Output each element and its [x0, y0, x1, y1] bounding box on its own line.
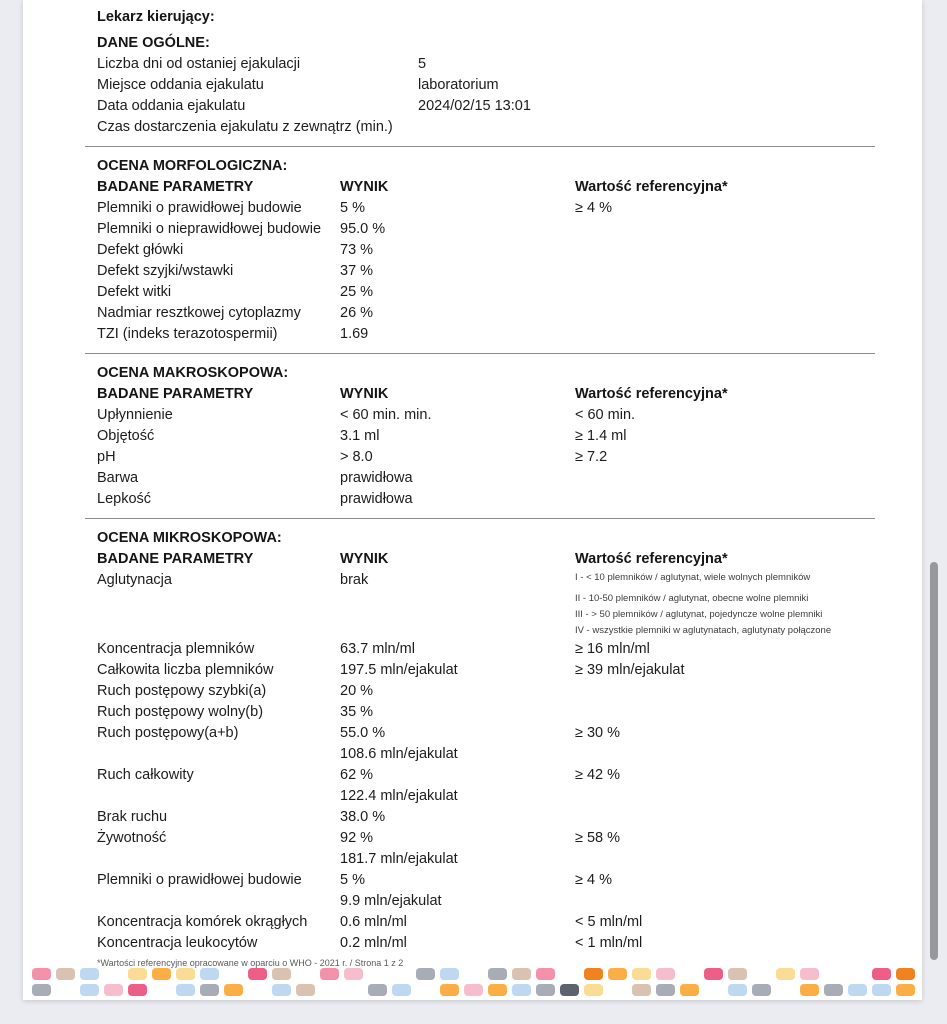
- table-row: [97, 828, 922, 870]
- result-value: [340, 912, 575, 933]
- reference-value: ≥ 30 %: [575, 725, 621, 741]
- general-row-value: 2024/02/15 13:01: [418, 98, 531, 114]
- reference-value: ≥ 42 %: [575, 767, 621, 783]
- reference-value: [575, 303, 887, 324]
- general-row-value: [418, 117, 922, 138]
- general-row-label: Miejsce oddania ejakulatu: [97, 77, 264, 93]
- result-line: 38.0 %: [340, 809, 386, 825]
- result-line: 35 %: [340, 704, 374, 720]
- result-value: [340, 240, 575, 261]
- mosaic-cell: [824, 984, 843, 996]
- section-header-row: [97, 549, 922, 570]
- table-row: [97, 426, 922, 447]
- mosaic-cell: [296, 984, 315, 996]
- result-value: [340, 219, 575, 240]
- result-line: 55.0 %: [340, 725, 386, 741]
- mosaic-gap: [464, 968, 483, 980]
- param-name: Plemniki o prawidłowej budowie: [97, 200, 302, 216]
- table-row: [97, 912, 922, 933]
- reference-value: [575, 468, 887, 489]
- mosaic-cell: [440, 968, 459, 980]
- mosaic-row: [32, 968, 920, 980]
- section-title: OCENA MIKROSKOPOWA:: [97, 530, 282, 546]
- param-name: Plemniki o nieprawidłowej budowie: [97, 221, 322, 237]
- result-value: [340, 489, 575, 510]
- mosaic-gap: [56, 984, 75, 996]
- mosaic-gap: [320, 984, 339, 996]
- general-row: [97, 96, 922, 117]
- mosaic-cell: [800, 968, 819, 980]
- reference-value: [575, 681, 887, 702]
- result-line: 62 %: [340, 767, 374, 783]
- mosaic-cell: [656, 984, 675, 996]
- table-row: [97, 765, 922, 807]
- mosaic-cell: [728, 968, 747, 980]
- mosaic-cell: [680, 984, 699, 996]
- mosaic-cell: [392, 984, 411, 996]
- table-row: [97, 468, 922, 489]
- mosaic-gap: [296, 968, 315, 980]
- mosaic-gap: [248, 984, 267, 996]
- mosaic-cell: [488, 968, 507, 980]
- param-name: Defekt witki: [97, 284, 172, 300]
- general-row-label: Data oddania ejakulatu: [97, 98, 246, 114]
- param-name: Ruch postępowy wolny(b): [97, 704, 264, 720]
- mosaic-cell: [416, 968, 435, 980]
- param-name: Aglutynacja: [97, 572, 172, 588]
- reference-scale-line: II - 10-50 plemników / aglutynat, obecne wolne plemniki: [575, 593, 809, 604]
- mosaic-cell: [632, 968, 651, 980]
- result-line: 5 %: [340, 200, 365, 216]
- mosaic-cell: [848, 984, 867, 996]
- mosaic-cell: [176, 984, 195, 996]
- param-name: Koncentracja plemników: [97, 641, 255, 657]
- result-value: [340, 468, 575, 489]
- column-header-param: BADANE PARAMETRY: [97, 386, 254, 402]
- result-line: prawidłowa: [340, 470, 413, 486]
- param-name: Plemniki o prawidłowej budowie: [97, 872, 302, 888]
- result-sections: [97, 146, 922, 954]
- report-page: [23, 0, 922, 1000]
- mosaic-cell: [728, 984, 747, 996]
- section-divider: [85, 353, 875, 354]
- reference-value: ≥ 4 %: [575, 872, 612, 888]
- mosaic-gap: [104, 968, 123, 980]
- param-name: Koncentracja leukocytów: [97, 935, 258, 951]
- section-divider: [85, 518, 875, 519]
- section-header-row: [97, 384, 922, 405]
- mosaic-cell: [200, 984, 219, 996]
- param-name: Objętość: [97, 428, 155, 444]
- result-line: 63.7 mln/ml: [340, 641, 415, 657]
- reference-value: [575, 702, 887, 723]
- section-header-row: [97, 177, 922, 198]
- mosaic-gap: [824, 968, 843, 980]
- mosaic-cell: [872, 984, 891, 996]
- reference-value: ≥ 1.4 ml: [575, 428, 627, 444]
- general-row: [97, 54, 922, 75]
- reference-value: < 5 mln/ml: [575, 914, 643, 930]
- column-header-reference: Wartość referencyjna*: [575, 179, 728, 195]
- param-name: Upłynnienie: [97, 407, 173, 423]
- table-row: [97, 447, 922, 468]
- reference-value: [575, 219, 887, 240]
- column-header-reference: Wartość referencyjna*: [575, 386, 728, 402]
- report-content: [23, 0, 922, 969]
- mosaic-gap: [680, 968, 699, 980]
- param-name: Ruch postępowy(a+b): [97, 725, 239, 741]
- mosaic-cell: [512, 968, 531, 980]
- param-name: Barwa: [97, 470, 139, 486]
- result-line: brak: [340, 572, 369, 588]
- result-line: 25 %: [340, 284, 374, 300]
- param-name: pH: [97, 449, 116, 465]
- mosaic-cell: [560, 984, 579, 996]
- referring-doctor-label: Lekarz kierujący:: [97, 9, 215, 25]
- column-header-param: BADANE PARAMETRY: [97, 551, 254, 567]
- param-name: Żywotność: [97, 830, 167, 846]
- reference-value: [575, 282, 887, 303]
- reference-value: ≥ 4 %: [575, 200, 612, 216]
- result-line: 37 %: [340, 263, 374, 279]
- param-name: TZI (indeks terazotospermii): [97, 326, 278, 342]
- reference-value: [575, 261, 887, 282]
- result-line: 20 %: [340, 683, 374, 699]
- table-row: [97, 570, 922, 639]
- scrollbar-thumb[interactable]: [930, 562, 938, 960]
- table-row: [97, 489, 922, 510]
- mosaic-gap: [392, 968, 411, 980]
- param-name: Defekt główki: [97, 242, 184, 258]
- result-line: > 8.0: [340, 449, 373, 465]
- mosaic-cell: [152, 968, 171, 980]
- general-row-label: Liczba dni od ostaniej ejakulacji: [97, 56, 301, 72]
- table-row: [97, 219, 922, 240]
- result-value: [340, 828, 575, 870]
- mosaic-cell: [632, 984, 651, 996]
- result-value: [340, 303, 575, 324]
- param-name: Ruch postępowy szybki(a): [97, 683, 267, 699]
- mosaic-row: [32, 984, 920, 996]
- mosaic-cell: [608, 968, 627, 980]
- mosaic-gap: [776, 984, 795, 996]
- mosaic-cell: [80, 984, 99, 996]
- result-line: 0.6 mln/ml: [340, 914, 407, 930]
- table-row: [97, 723, 922, 765]
- param-name: Nadmiar resztkowej cytoplazmy: [97, 305, 301, 321]
- mosaic-cell: [584, 968, 603, 980]
- table-row: [97, 198, 922, 219]
- mosaic-cell: [896, 968, 915, 980]
- result-line: 26 %: [340, 305, 374, 321]
- mosaic-gap: [152, 984, 171, 996]
- result-value: [340, 198, 575, 219]
- result-value: [340, 870, 575, 912]
- reference-value: ≥ 7.2: [575, 449, 608, 465]
- result-value: [340, 807, 575, 828]
- param-name: Ruch całkowity: [97, 767, 194, 783]
- table-row: [97, 261, 922, 282]
- mosaic-cell: [272, 984, 291, 996]
- mosaic-cell: [32, 968, 51, 980]
- reference-value: ≥ 39 mln/ejakulat: [575, 662, 685, 678]
- mosaic-gap: [608, 984, 627, 996]
- mosaic-gap: [848, 968, 867, 980]
- column-header-reference: Wartość referencyjna*: [575, 551, 728, 567]
- table-row: [97, 660, 922, 681]
- result-line: < 60 min. min.: [340, 407, 432, 423]
- general-row-value: 5: [418, 56, 427, 72]
- table-row: [97, 240, 922, 261]
- mosaic-cell: [56, 968, 75, 980]
- general-row: [97, 75, 922, 96]
- result-line: 3.1 ml: [340, 428, 380, 444]
- mosaic-cell: [536, 968, 555, 980]
- result-line: 108.6 mln/ejakulat: [340, 746, 458, 762]
- general-data-rows: [97, 54, 922, 138]
- mosaic-cell: [320, 968, 339, 980]
- param-name: Lepkość: [97, 491, 152, 507]
- result-line: 1.69: [340, 326, 369, 342]
- table-row: [97, 681, 922, 702]
- mosaic-cell: [272, 968, 291, 980]
- result-value: [340, 639, 575, 660]
- mosaic-cell: [752, 984, 771, 996]
- result-value: [340, 405, 575, 426]
- reference-value: [575, 807, 887, 828]
- result-line: prawidłowa: [340, 491, 413, 507]
- mosaic-cell: [488, 984, 507, 996]
- general-data-section: [97, 33, 922, 138]
- reference-value: [575, 570, 887, 639]
- result-value: [340, 447, 575, 468]
- result-line: 197.5 mln/ejakulat: [340, 662, 458, 678]
- result-value: [340, 765, 575, 807]
- result-line: 73 %: [340, 242, 374, 258]
- mosaic-cell: [872, 968, 891, 980]
- result-line: 92 %: [340, 830, 374, 846]
- result-value: [340, 261, 575, 282]
- result-line: 95.0 %: [340, 221, 386, 237]
- mosaic-cell: [656, 968, 675, 980]
- table-row: [97, 807, 922, 828]
- table-row: [97, 702, 922, 723]
- mosaic-cell: [128, 984, 147, 996]
- general-data-title: DANE OGÓLNE:: [97, 35, 210, 51]
- mosaic-gap: [368, 968, 387, 980]
- reference-scale-line: IV - wszystkie plemniki w aglutynatach, aglutynaty połączone: [575, 625, 832, 636]
- result-value: [340, 570, 575, 639]
- mosaic-cell: [32, 984, 51, 996]
- reference-value: [575, 240, 887, 261]
- reference-value: < 60 min.: [575, 407, 636, 423]
- result-value: [340, 324, 575, 345]
- reference-value: [575, 324, 887, 345]
- mosaic-cell: [128, 968, 147, 980]
- reference-value: ≥ 16 mln/ml: [575, 641, 650, 657]
- mosaic-cell: [176, 968, 195, 980]
- section-divider: [85, 146, 875, 147]
- mosaic-cell: [344, 968, 363, 980]
- param-name: Defekt szyjki/wstawki: [97, 263, 234, 279]
- reference-scale-line: I - < 10 plemników / aglutynat, wiele wolnych plemników: [575, 572, 811, 583]
- section-title: OCENA MAKROSKOPOWA:: [97, 365, 289, 381]
- table-row: [97, 282, 922, 303]
- reference-value: [575, 489, 887, 510]
- decorative-mosaic: [32, 968, 920, 996]
- param-name: Koncentracja komórek okrągłych: [97, 914, 308, 930]
- mosaic-gap: [344, 984, 363, 996]
- mosaic-cell: [512, 984, 531, 996]
- mosaic-cell: [896, 984, 915, 996]
- general-row-label: Czas dostarczenia ejakulatu z zewnątrz (min.): [97, 119, 393, 135]
- section-title: OCENA MORFOLOGICZNA:: [97, 158, 288, 174]
- result-value: [340, 723, 575, 765]
- mosaic-cell: [536, 984, 555, 996]
- mosaic-cell: [224, 984, 243, 996]
- mosaic-cell: [704, 968, 723, 980]
- mosaic-cell: [776, 968, 795, 980]
- mosaic-cell: [200, 968, 219, 980]
- footnote: *Wartości referencyjne opracowane w oparciu o WHO - 2021 r. / Strona 1 z 2: [97, 958, 404, 968]
- mosaic-gap: [704, 984, 723, 996]
- mosaic-gap: [752, 968, 771, 980]
- column-header-result: WYNIK: [340, 179, 389, 195]
- table-row: [97, 303, 922, 324]
- result-line: 181.7 mln/ejakulat: [340, 851, 458, 867]
- general-row-value: laboratorium: [418, 77, 499, 93]
- mosaic-cell: [800, 984, 819, 996]
- result-value: [340, 681, 575, 702]
- table-row: [97, 870, 922, 912]
- mosaic-cell: [440, 984, 459, 996]
- mosaic-cell: [104, 984, 123, 996]
- result-line: 9.9 mln/ejakulat: [340, 893, 442, 909]
- result-line: 5 %: [340, 872, 365, 888]
- result-line: 122.4 mln/ejakulat: [340, 788, 458, 804]
- param-name: Brak ruchu: [97, 809, 168, 825]
- reference-value: ≥ 58 %: [575, 830, 621, 846]
- result-value: [340, 282, 575, 303]
- mosaic-cell: [248, 968, 267, 980]
- param-name: Całkowita liczba plemników: [97, 662, 274, 678]
- result-line: 0.2 mln/ml: [340, 935, 407, 951]
- reference-value: < 1 mln/ml: [575, 935, 643, 951]
- column-header-result: WYNIK: [340, 386, 389, 402]
- result-value: [340, 933, 575, 954]
- mosaic-cell: [464, 984, 483, 996]
- mosaic-gap: [560, 968, 579, 980]
- mosaic-cell: [584, 984, 603, 996]
- result-value: [340, 426, 575, 447]
- table-row: [97, 324, 922, 345]
- mosaic-cell: [368, 984, 387, 996]
- table-row: [97, 639, 922, 660]
- mosaic-gap: [224, 968, 243, 980]
- column-header-result: WYNIK: [340, 551, 389, 567]
- general-row: [97, 117, 922, 138]
- table-row: [97, 405, 922, 426]
- table-row: [97, 933, 922, 954]
- result-value: [340, 660, 575, 681]
- column-header-param: BADANE PARAMETRY: [97, 179, 254, 195]
- result-value: [340, 702, 575, 723]
- mosaic-gap: [416, 984, 435, 996]
- mosaic-cell: [80, 968, 99, 980]
- reference-scale-line: III - > 50 plemników / aglutynat, pojedyncze wolne plemniki: [575, 609, 823, 620]
